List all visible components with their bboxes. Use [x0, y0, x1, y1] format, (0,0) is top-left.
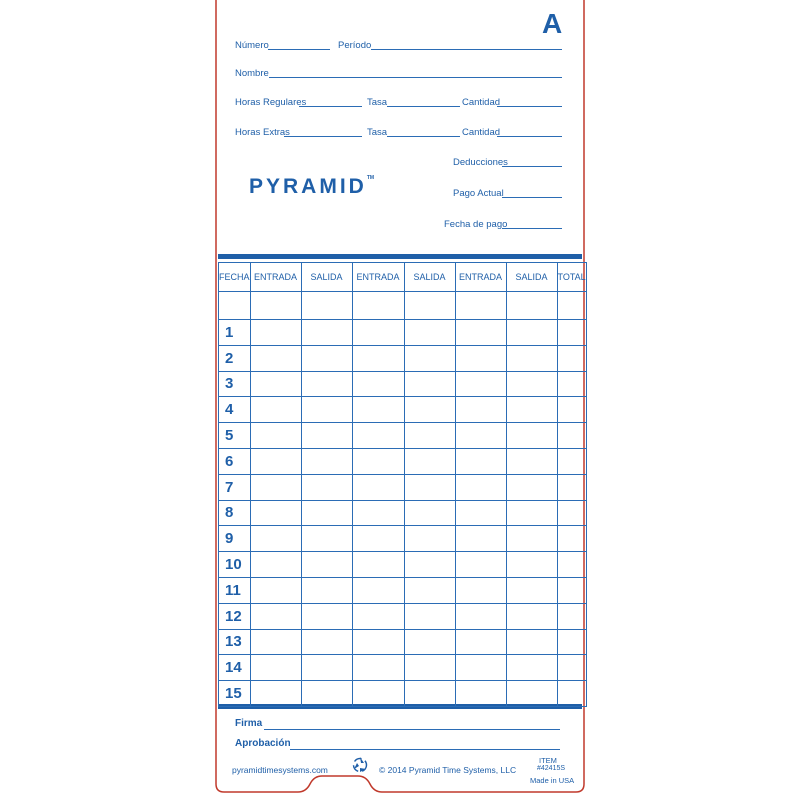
table-spacer-row — [219, 292, 587, 320]
item-label: ITEM — [539, 756, 557, 765]
table-cell — [506, 397, 557, 423]
nombre-line — [269, 77, 562, 78]
fecha-pago-line — [502, 228, 562, 229]
table-cell — [250, 474, 301, 500]
table-cell — [404, 603, 455, 629]
cantidad-line-2 — [497, 136, 562, 137]
deducciones-label: Deducciones — [453, 157, 508, 168]
item-number: #42415S — [537, 765, 566, 772]
table-cell — [404, 681, 455, 707]
cantidad-label-2: Cantidad — [462, 127, 501, 138]
table-cell — [557, 577, 586, 603]
table-cell — [250, 448, 301, 474]
table-cell — [455, 292, 506, 320]
table-cell — [455, 603, 506, 629]
table-cell — [301, 292, 352, 320]
tasa-line-2 — [387, 136, 460, 137]
table-cell — [352, 474, 404, 500]
table-cell — [250, 552, 301, 578]
column-header-entrada: ENTRADA — [455, 263, 506, 292]
day-number: 15 — [219, 681, 251, 707]
table-cell — [404, 526, 455, 552]
table-cell — [506, 603, 557, 629]
table-cell — [352, 397, 404, 423]
day-number: 7 — [219, 474, 251, 500]
aprobacion-label: Aprobación — [235, 738, 291, 749]
table-cell — [455, 320, 506, 346]
table-row — [219, 345, 587, 371]
pago-actual-line — [502, 197, 562, 198]
table-cell — [506, 292, 557, 320]
day-number: 3 — [219, 371, 251, 397]
table-cell — [404, 629, 455, 655]
table-cell — [506, 629, 557, 655]
numero-line — [268, 49, 330, 50]
table-cell — [301, 345, 352, 371]
table-cell — [455, 448, 506, 474]
horas-regulares-line — [299, 106, 362, 107]
table-cell — [455, 500, 506, 526]
table-row — [219, 603, 587, 629]
table-row — [219, 552, 587, 578]
table-cell — [404, 655, 455, 681]
logo-tm: TM — [366, 175, 375, 181]
table-cell — [404, 500, 455, 526]
horas-regulares-label: Horas Regulares — [235, 97, 307, 108]
table-row — [219, 448, 587, 474]
table-cell — [404, 345, 455, 371]
table-cell — [250, 526, 301, 552]
day-number: 13 — [219, 629, 251, 655]
day-number: 6 — [219, 448, 251, 474]
table-cell — [301, 397, 352, 423]
table-cell — [250, 345, 301, 371]
column-header-salida: SALIDA — [301, 263, 352, 292]
table-row — [219, 629, 587, 655]
table-cell — [301, 423, 352, 449]
table-cell — [506, 320, 557, 346]
firma-label: Firma — [235, 718, 263, 729]
table-cell — [352, 526, 404, 552]
table-cell — [506, 655, 557, 681]
table-cell — [506, 577, 557, 603]
periodo-line — [371, 49, 562, 50]
table-row — [219, 371, 587, 397]
fecha-pago-label: Fecha de pago — [444, 219, 508, 230]
cantidad-label-1: Cantidad — [462, 97, 501, 108]
table-cell — [250, 397, 301, 423]
table-cell — [557, 320, 586, 346]
table-cell — [250, 500, 301, 526]
table-cell — [557, 681, 586, 707]
table-cell — [506, 526, 557, 552]
table-cell — [404, 448, 455, 474]
table-cell — [455, 577, 506, 603]
day-number: 12 — [219, 603, 251, 629]
table-cell — [404, 292, 455, 320]
table-cell — [455, 371, 506, 397]
table-cell — [352, 655, 404, 681]
column-header-salida: SALIDA — [506, 263, 557, 292]
website-text: pyramidtimesystems.com — [232, 765, 328, 775]
card-letter: A — [542, 8, 563, 39]
table-cell — [455, 474, 506, 500]
table-cell — [352, 423, 404, 449]
pago-actual-label: Pago Actual — [453, 188, 504, 199]
table-cell — [506, 681, 557, 707]
tasa-line-1 — [387, 106, 460, 107]
table-cell — [557, 500, 586, 526]
table-cell — [404, 552, 455, 578]
table-row — [219, 655, 587, 681]
table-cell — [250, 371, 301, 397]
table-cell — [250, 320, 301, 346]
column-header-entrada: ENTRADA — [250, 263, 301, 292]
table-cell — [557, 292, 586, 320]
table-cell — [455, 397, 506, 423]
table-cell — [301, 681, 352, 707]
table-cell — [250, 655, 301, 681]
table-row — [219, 474, 587, 500]
table-row — [219, 681, 587, 707]
column-header-entrada: ENTRADA — [352, 263, 404, 292]
table-row — [219, 423, 587, 449]
table-cell — [301, 629, 352, 655]
table-cell — [455, 423, 506, 449]
column-header-salida: SALIDA — [404, 263, 455, 292]
day-number: 9 — [219, 526, 251, 552]
table-cell — [352, 448, 404, 474]
table-cell — [506, 345, 557, 371]
table-cell — [557, 629, 586, 655]
table-cell — [352, 681, 404, 707]
table-cell — [250, 681, 301, 707]
table-cell — [352, 320, 404, 346]
copyright-text: © 2014 Pyramid Time Systems, LLC — [379, 765, 517, 775]
table-cell — [557, 655, 586, 681]
table-cell — [455, 345, 506, 371]
nombre-label: Nombre — [235, 68, 269, 79]
horas-extras-line — [284, 136, 362, 137]
table-cell — [301, 320, 352, 346]
aprobacion-line — [290, 749, 560, 750]
table-cell — [557, 474, 586, 500]
table-header-row — [219, 263, 587, 292]
table-cell — [250, 577, 301, 603]
top-band — [218, 254, 582, 259]
table-cell — [455, 552, 506, 578]
day-number: 4 — [219, 397, 251, 423]
table-cell — [301, 526, 352, 552]
table-cell — [352, 500, 404, 526]
day-number: 5 — [219, 423, 251, 449]
table-cell — [557, 423, 586, 449]
day-number: 2 — [219, 345, 251, 371]
table-cell — [301, 500, 352, 526]
table-cell — [352, 603, 404, 629]
table-row — [219, 320, 587, 346]
tasa-label-2: Tasa — [367, 127, 388, 138]
table-cell — [301, 603, 352, 629]
table-cell — [506, 423, 557, 449]
table-cell — [250, 603, 301, 629]
table-cell — [404, 371, 455, 397]
pyramid-logo — [249, 175, 374, 199]
table-cell — [301, 474, 352, 500]
logo-text: PYRAMID — [249, 175, 367, 198]
periodo-label: Período — [338, 40, 372, 51]
firma-line — [264, 729, 560, 730]
table-cell — [352, 371, 404, 397]
column-header-total: TOTAL — [557, 263, 586, 292]
cantidad-line-1 — [497, 106, 562, 107]
table-cell — [250, 629, 301, 655]
table-cell — [506, 552, 557, 578]
table-cell — [557, 603, 586, 629]
table-cell — [404, 320, 455, 346]
table-cell — [506, 448, 557, 474]
table-cell — [352, 292, 404, 320]
table-cell — [557, 552, 586, 578]
table-body — [219, 292, 587, 707]
recycle-icon — [350, 755, 370, 775]
deducciones-line — [502, 166, 562, 167]
horas-extras-label: Horas Extras — [235, 127, 290, 138]
table-cell — [250, 423, 301, 449]
table-cell — [557, 397, 586, 423]
table-cell — [404, 397, 455, 423]
day-number: 14 — [219, 655, 251, 681]
table-cell — [557, 345, 586, 371]
table-cell — [250, 292, 301, 320]
table-row — [219, 577, 587, 603]
table-cell — [557, 526, 586, 552]
punch-table — [218, 262, 587, 707]
table-cell — [404, 577, 455, 603]
table-cell — [352, 345, 404, 371]
table-row — [219, 500, 587, 526]
day-number: 11 — [219, 577, 251, 603]
table-cell — [352, 552, 404, 578]
table-cell — [455, 655, 506, 681]
table-cell — [455, 629, 506, 655]
table-cell — [455, 526, 506, 552]
numero-label: Número — [235, 40, 269, 51]
day-number: 1 — [219, 320, 251, 346]
day-number: 8 — [219, 500, 251, 526]
table-cell — [352, 629, 404, 655]
table-row — [219, 526, 587, 552]
table-cell — [404, 423, 455, 449]
table-cell — [301, 448, 352, 474]
table-cell — [219, 292, 251, 320]
tasa-label-1: Tasa — [367, 97, 388, 108]
made-in-text: Made in USA — [530, 776, 575, 785]
table-cell — [506, 500, 557, 526]
table-cell — [455, 681, 506, 707]
table-cell — [301, 577, 352, 603]
table-cell — [506, 371, 557, 397]
table-cell — [301, 655, 352, 681]
table-cell — [404, 474, 455, 500]
table-cell — [301, 552, 352, 578]
day-number: 10 — [219, 552, 251, 578]
table-cell — [352, 577, 404, 603]
column-header-fecha: FECHA — [219, 263, 251, 292]
table-cell — [506, 474, 557, 500]
table-cell — [301, 371, 352, 397]
table-row — [219, 397, 587, 423]
table-cell — [557, 448, 586, 474]
table-cell — [557, 371, 586, 397]
